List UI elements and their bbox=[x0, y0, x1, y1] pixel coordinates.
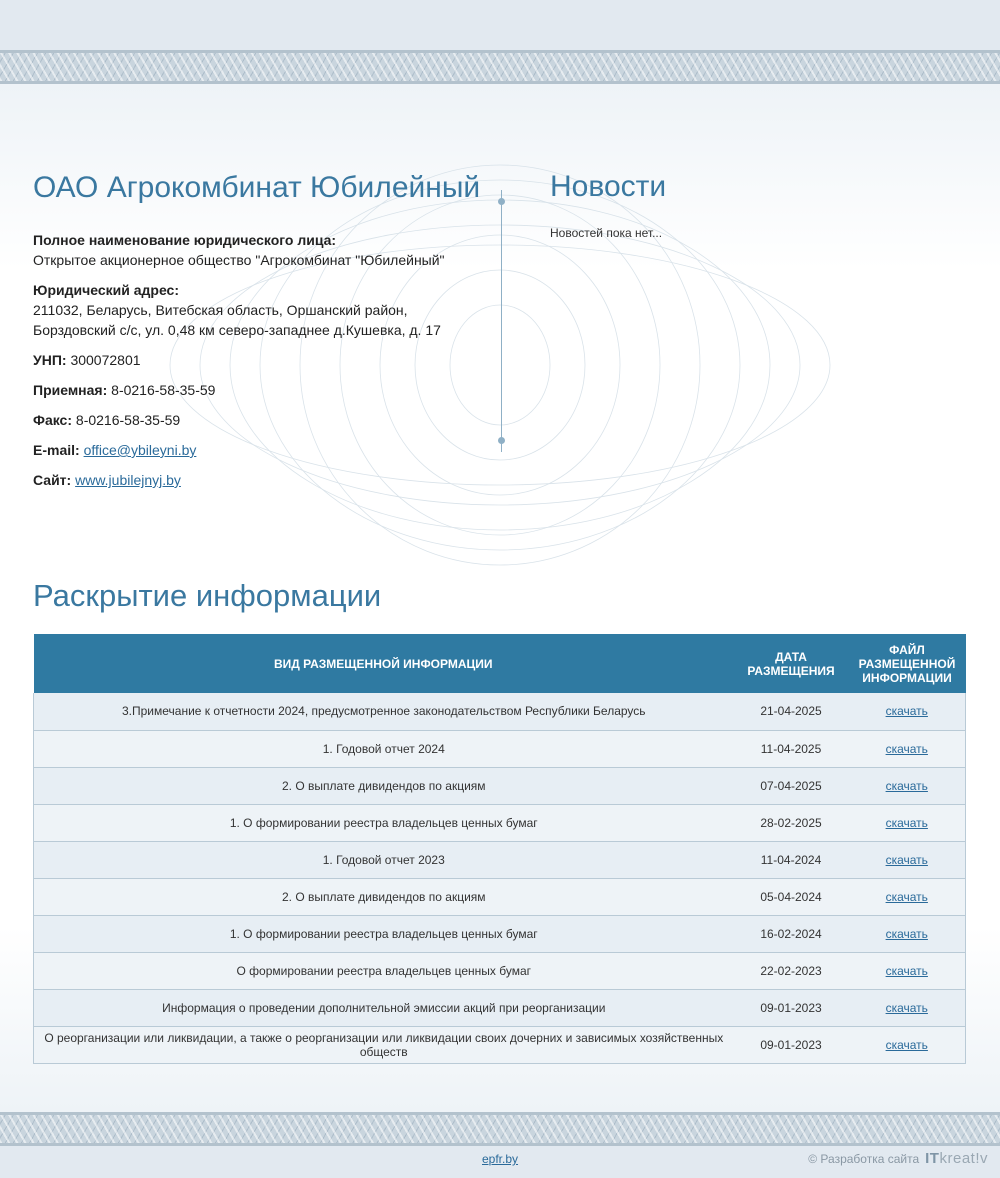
field-label: Факс: bbox=[33, 412, 73, 428]
unp-field bbox=[33, 350, 483, 370]
cell-file bbox=[849, 841, 966, 878]
field-label: Сайт: bbox=[33, 472, 72, 488]
cell-type: 1. О формировании реестра владельцев ценных бумаг bbox=[34, 915, 734, 952]
field-value: 8-0216-58-35-59 bbox=[111, 382, 216, 398]
cell-file bbox=[849, 767, 966, 804]
table-row bbox=[34, 841, 966, 878]
table-row bbox=[34, 1026, 966, 1063]
table-row bbox=[34, 804, 966, 841]
column-header-file: ФАЙЛ РАЗМЕЩЕННОЙ ИНФОРМАЦИИ bbox=[849, 634, 966, 693]
column-divider bbox=[501, 190, 502, 452]
cell-type: О формировании реестра владельцев ценных бумаг bbox=[34, 952, 734, 989]
cell-date: 05-04-2024 bbox=[734, 878, 849, 915]
download-link[interactable]: скачать bbox=[885, 741, 928, 756]
column-header-type: ВИД РАЗМЕЩЕННОЙ ИНФОРМАЦИИ bbox=[34, 634, 734, 693]
news-section bbox=[550, 170, 970, 240]
field-value: 300072801 bbox=[70, 352, 141, 368]
cell-file bbox=[849, 693, 966, 730]
table-body bbox=[34, 693, 966, 1063]
download-link[interactable]: скачать bbox=[885, 778, 928, 793]
table-row bbox=[34, 989, 966, 1026]
table-row bbox=[34, 915, 966, 952]
download-link[interactable]: скачать bbox=[885, 815, 928, 830]
download-link[interactable]: скачать bbox=[885, 852, 928, 867]
field-value: 211032, Беларусь, Витебская область, Оршанский район, Борздовский с/с, ул. 0,48 км северо-западнее д.Кушевка, д. 17 bbox=[33, 302, 441, 338]
download-link[interactable]: скачать bbox=[885, 1000, 928, 1015]
news-empty-text: Новостей пока нет... bbox=[550, 226, 663, 240]
cell-file bbox=[849, 878, 966, 915]
site-link[interactable]: www.jubilejnyj.by bbox=[75, 472, 181, 488]
field-value: 8-0216-58-35-59 bbox=[75, 412, 181, 428]
company-info bbox=[33, 170, 483, 500]
cell-file bbox=[849, 1026, 966, 1063]
cell-date: 28-02-2025 bbox=[734, 804, 849, 841]
cell-date: 21-04-2025 bbox=[734, 693, 849, 730]
cell-file bbox=[849, 915, 966, 952]
table-row bbox=[34, 952, 966, 989]
cell-date: 16-02-2024 bbox=[734, 915, 849, 952]
cell-file bbox=[849, 804, 966, 841]
email-field bbox=[33, 440, 483, 460]
cell-date: 22-02-2023 bbox=[734, 952, 849, 989]
bottom-decorative-band bbox=[0, 1112, 1000, 1146]
legal-address-field bbox=[33, 280, 483, 340]
logo-part-it: IT bbox=[925, 1150, 940, 1167]
column-header-date: ДАТА РАЗМЕЩЕНИЯ bbox=[734, 634, 849, 693]
field-label: E-mail: bbox=[33, 442, 80, 458]
table-row bbox=[34, 767, 966, 804]
cell-date: 11-04-2024 bbox=[734, 841, 849, 878]
cell-date: 07-04-2025 bbox=[734, 767, 849, 804]
cell-file bbox=[849, 989, 966, 1026]
field-label: Полное наименование юридического лица: bbox=[33, 232, 337, 248]
footer bbox=[0, 1146, 1000, 1178]
cell-date: 09-01-2023 bbox=[734, 989, 849, 1026]
cell-date: 11-04-2025 bbox=[734, 730, 849, 767]
download-link[interactable]: скачать bbox=[885, 926, 928, 941]
top-bar bbox=[0, 0, 1000, 50]
download-link[interactable]: скачать bbox=[885, 889, 928, 904]
cell-date: 09-01-2023 bbox=[734, 1026, 849, 1063]
cell-type: 2. О выплате дивидендов по акциям bbox=[34, 767, 734, 804]
cell-file bbox=[849, 730, 966, 767]
field-label: Юридический адрес: bbox=[33, 282, 179, 298]
download-link[interactable]: скачать bbox=[885, 963, 928, 978]
cell-type: 1. О формировании реестра владельцев ценных бумаг bbox=[34, 804, 734, 841]
top-decorative-band bbox=[0, 50, 1000, 84]
table-header-row bbox=[34, 634, 966, 693]
developer-text: © Разработка сайта bbox=[808, 1151, 920, 1166]
full-name-field bbox=[33, 230, 483, 270]
cell-type: 1. Годовой отчет 2023 bbox=[34, 841, 734, 878]
field-value: Открытое акционерное общество "Агрокомбинат "Юбилейный" bbox=[33, 252, 445, 268]
fax-field bbox=[33, 410, 483, 430]
footer-link[interactable]: epfr.by bbox=[482, 1152, 519, 1166]
developer-logo bbox=[925, 1150, 988, 1167]
disclosure-title: Раскрытие информации bbox=[33, 578, 382, 613]
logo-part-kreativ: kreat!v bbox=[939, 1150, 988, 1167]
table-row bbox=[34, 878, 966, 915]
company-title: ОАО Агрокомбинат Юбилейный bbox=[33, 171, 481, 204]
download-link[interactable]: скачать bbox=[885, 704, 928, 719]
developer-credit[interactable] bbox=[808, 1150, 988, 1167]
cell-type: 2. О выплате дивидендов по акциям bbox=[34, 878, 734, 915]
cell-type: 1. Годовой отчет 2024 bbox=[34, 730, 734, 767]
site-field bbox=[33, 470, 483, 490]
cell-type: 3.Примечание к отчетности 2024, предусмотренное законодательством Республики Беларусь bbox=[34, 693, 734, 730]
download-link[interactable]: скачать bbox=[885, 1037, 928, 1052]
phone-field bbox=[33, 380, 483, 400]
field-label: УНП: bbox=[33, 352, 67, 368]
field-label: Приемная: bbox=[33, 382, 108, 398]
disclosure-table bbox=[33, 634, 966, 1064]
table-row bbox=[34, 693, 966, 730]
cell-type: Информация о проведении дополнительной эмиссии акций при реорганизации bbox=[34, 989, 734, 1026]
email-link[interactable]: office@ybileyni.by bbox=[83, 442, 197, 458]
news-title: Новости bbox=[550, 170, 667, 203]
cell-file bbox=[849, 952, 966, 989]
cell-type: О реорганизации или ликвидации, а также о реорганизации или ликвидации своих дочерних и зависимых хозяйственных обществ bbox=[34, 1026, 734, 1063]
table-row bbox=[34, 730, 966, 767]
